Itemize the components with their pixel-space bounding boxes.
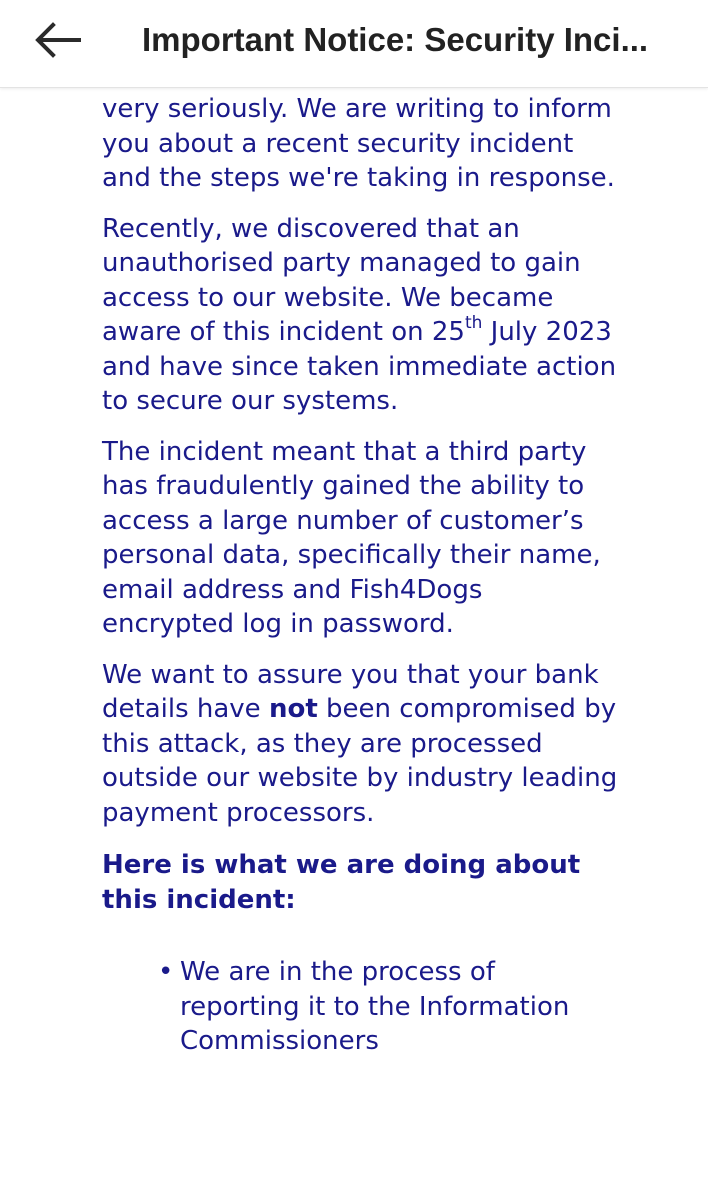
paragraph-impact: The incident meant that a third party has fraudulently gained the ability to access a large number of customer’s personal data, specifically their name, email address and Fish4Dogs encrypted log in password. <box>102 436 601 639</box>
date-ordinal-suffix: th <box>464 313 483 333</box>
bullet-icon: • <box>158 957 174 987</box>
paragraph-bank-details <box>102 658 622 831</box>
emphasis-not: not <box>268 694 318 724</box>
page-title: Important Notice: Security Inci... <box>142 21 649 58</box>
paragraph-bank-text-a: We want to assure you that your bank details have <box>102 659 599 724</box>
email-body <box>102 92 622 1059</box>
paragraph-discovery-text-a: Recently, we discovered that an unauthorised party managed to gain access to our website. We became aware of this incident on 25 <box>102 213 581 347</box>
paragraph-bank-text-b: been compromised by this attack, as they are processed outside our website by industry leading payment processors. <box>102 694 618 828</box>
app-bar <box>0 0 708 88</box>
list-item-text: We are in the process of reporting it to the Information Commissioners <box>180 957 570 1056</box>
back-button[interactable] <box>26 14 90 66</box>
paragraph-discovery-text-b: July 2023 and have since taken immediate action to secure our systems. <box>102 317 617 416</box>
list-item <box>102 955 622 1059</box>
action-list <box>102 955 622 1059</box>
paragraph-discovery <box>102 212 622 419</box>
paragraph-intro: very seriously. We are writing to inform you about a recent security incident and the steps we're taking in response. <box>102 94 615 193</box>
section-heading: Here is what we are doing about this incident: <box>102 850 581 915</box>
arrow-left-icon <box>35 22 81 58</box>
email-content[interactable] <box>0 88 708 1200</box>
